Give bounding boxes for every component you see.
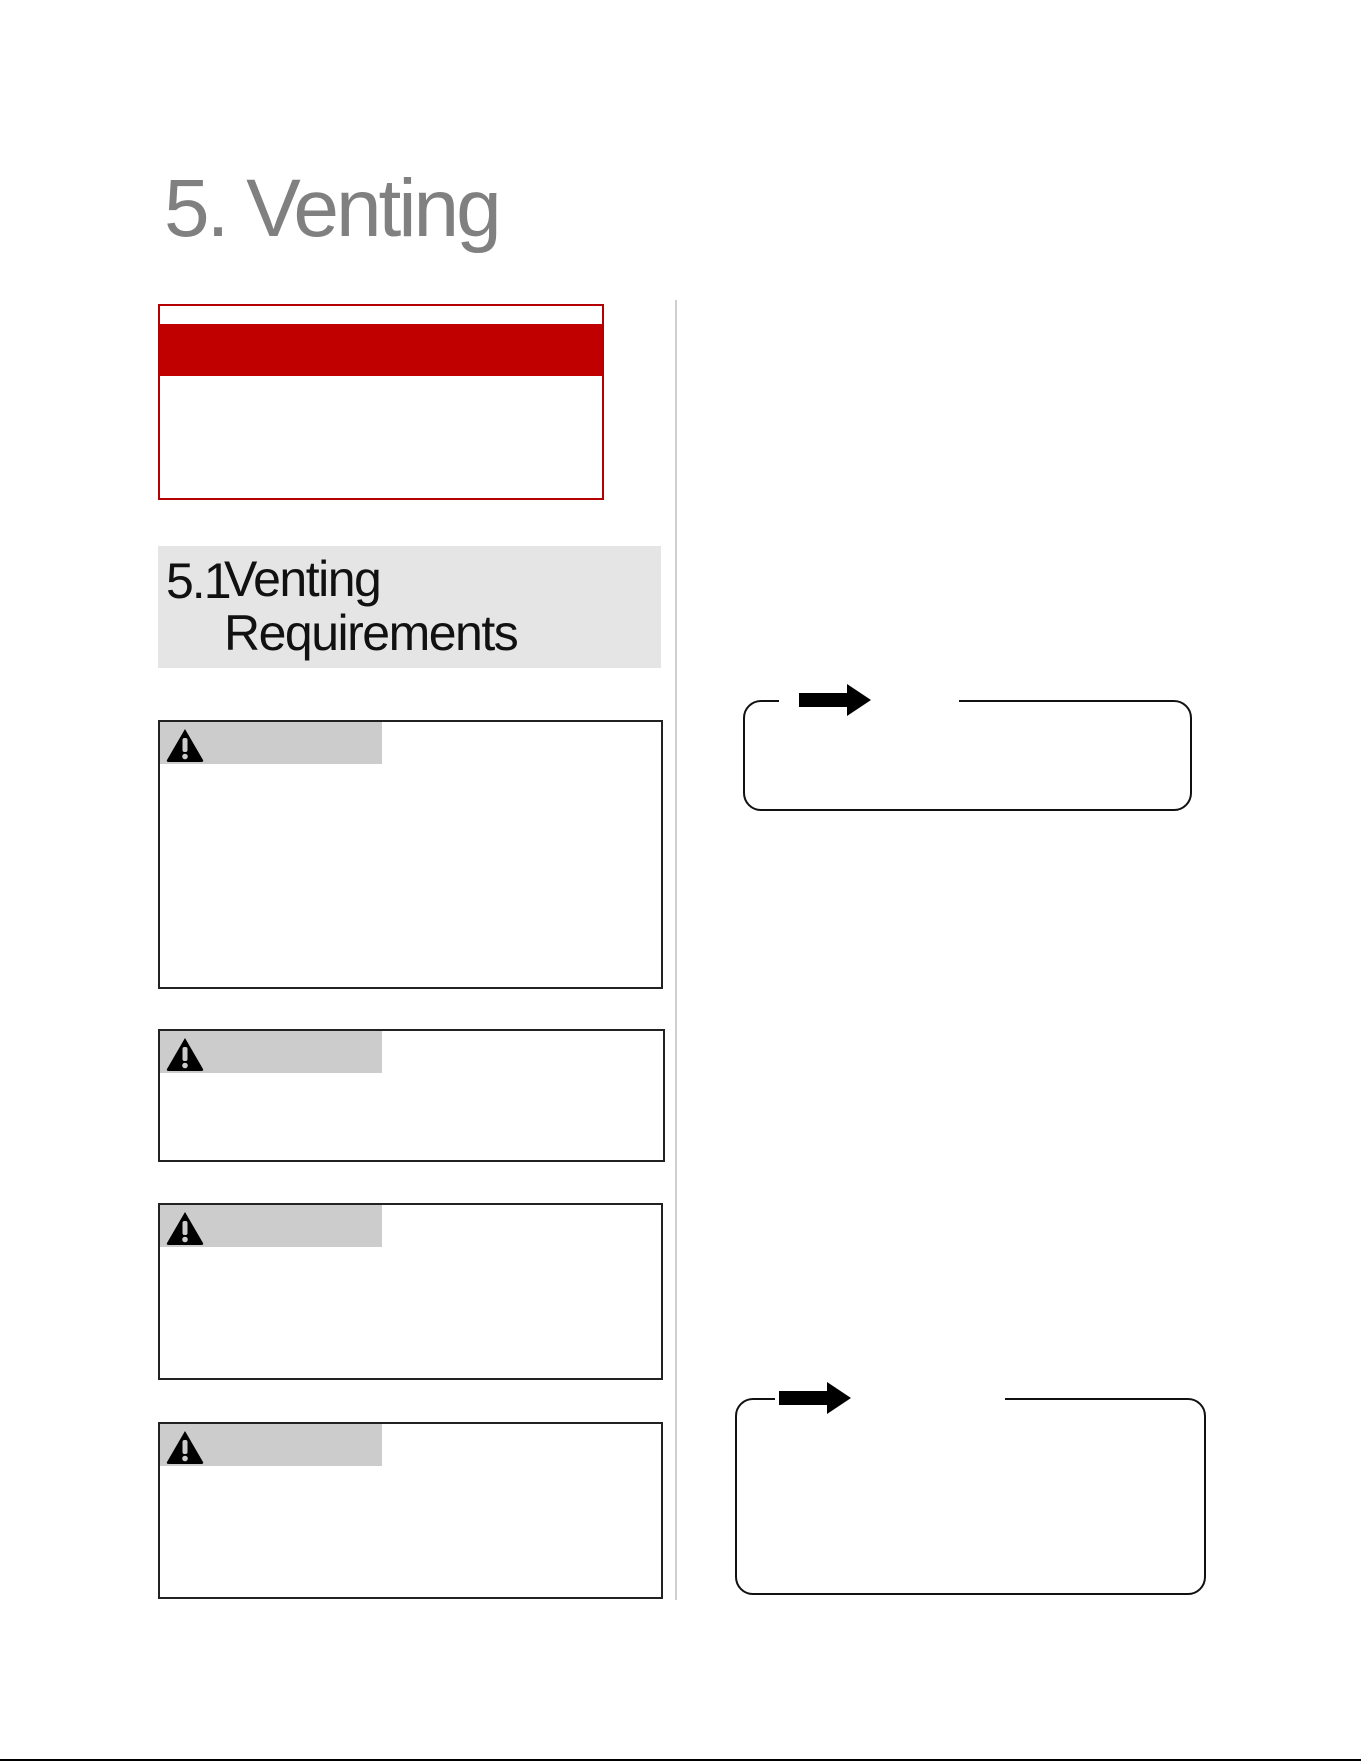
warning-triangle-icon [165, 1429, 205, 1465]
note-callout [743, 700, 1192, 811]
warning-header [160, 1424, 382, 1466]
warning-triangle-icon [165, 727, 205, 763]
arrow-right-icon [799, 684, 871, 716]
warning-triangle-icon [165, 1036, 205, 1072]
section-title: Venting Requirements [224, 551, 518, 661]
danger-notice [158, 304, 604, 500]
warning-box [158, 1203, 663, 1380]
warning-header [160, 1031, 382, 1073]
warning-box [158, 1029, 665, 1162]
warning-triangle-icon [165, 1210, 205, 1246]
page-title: 5. Venting [164, 163, 499, 254]
arrow-right-icon [779, 1382, 851, 1414]
column-divider [675, 300, 677, 1600]
warning-header [160, 722, 382, 764]
danger-header-band [160, 324, 602, 376]
note-callout [735, 1398, 1206, 1595]
section-heading [158, 546, 661, 668]
warning-box [158, 720, 663, 989]
warning-box [158, 1422, 663, 1599]
warning-header [160, 1205, 382, 1247]
section-number: 5.1 [166, 553, 230, 609]
